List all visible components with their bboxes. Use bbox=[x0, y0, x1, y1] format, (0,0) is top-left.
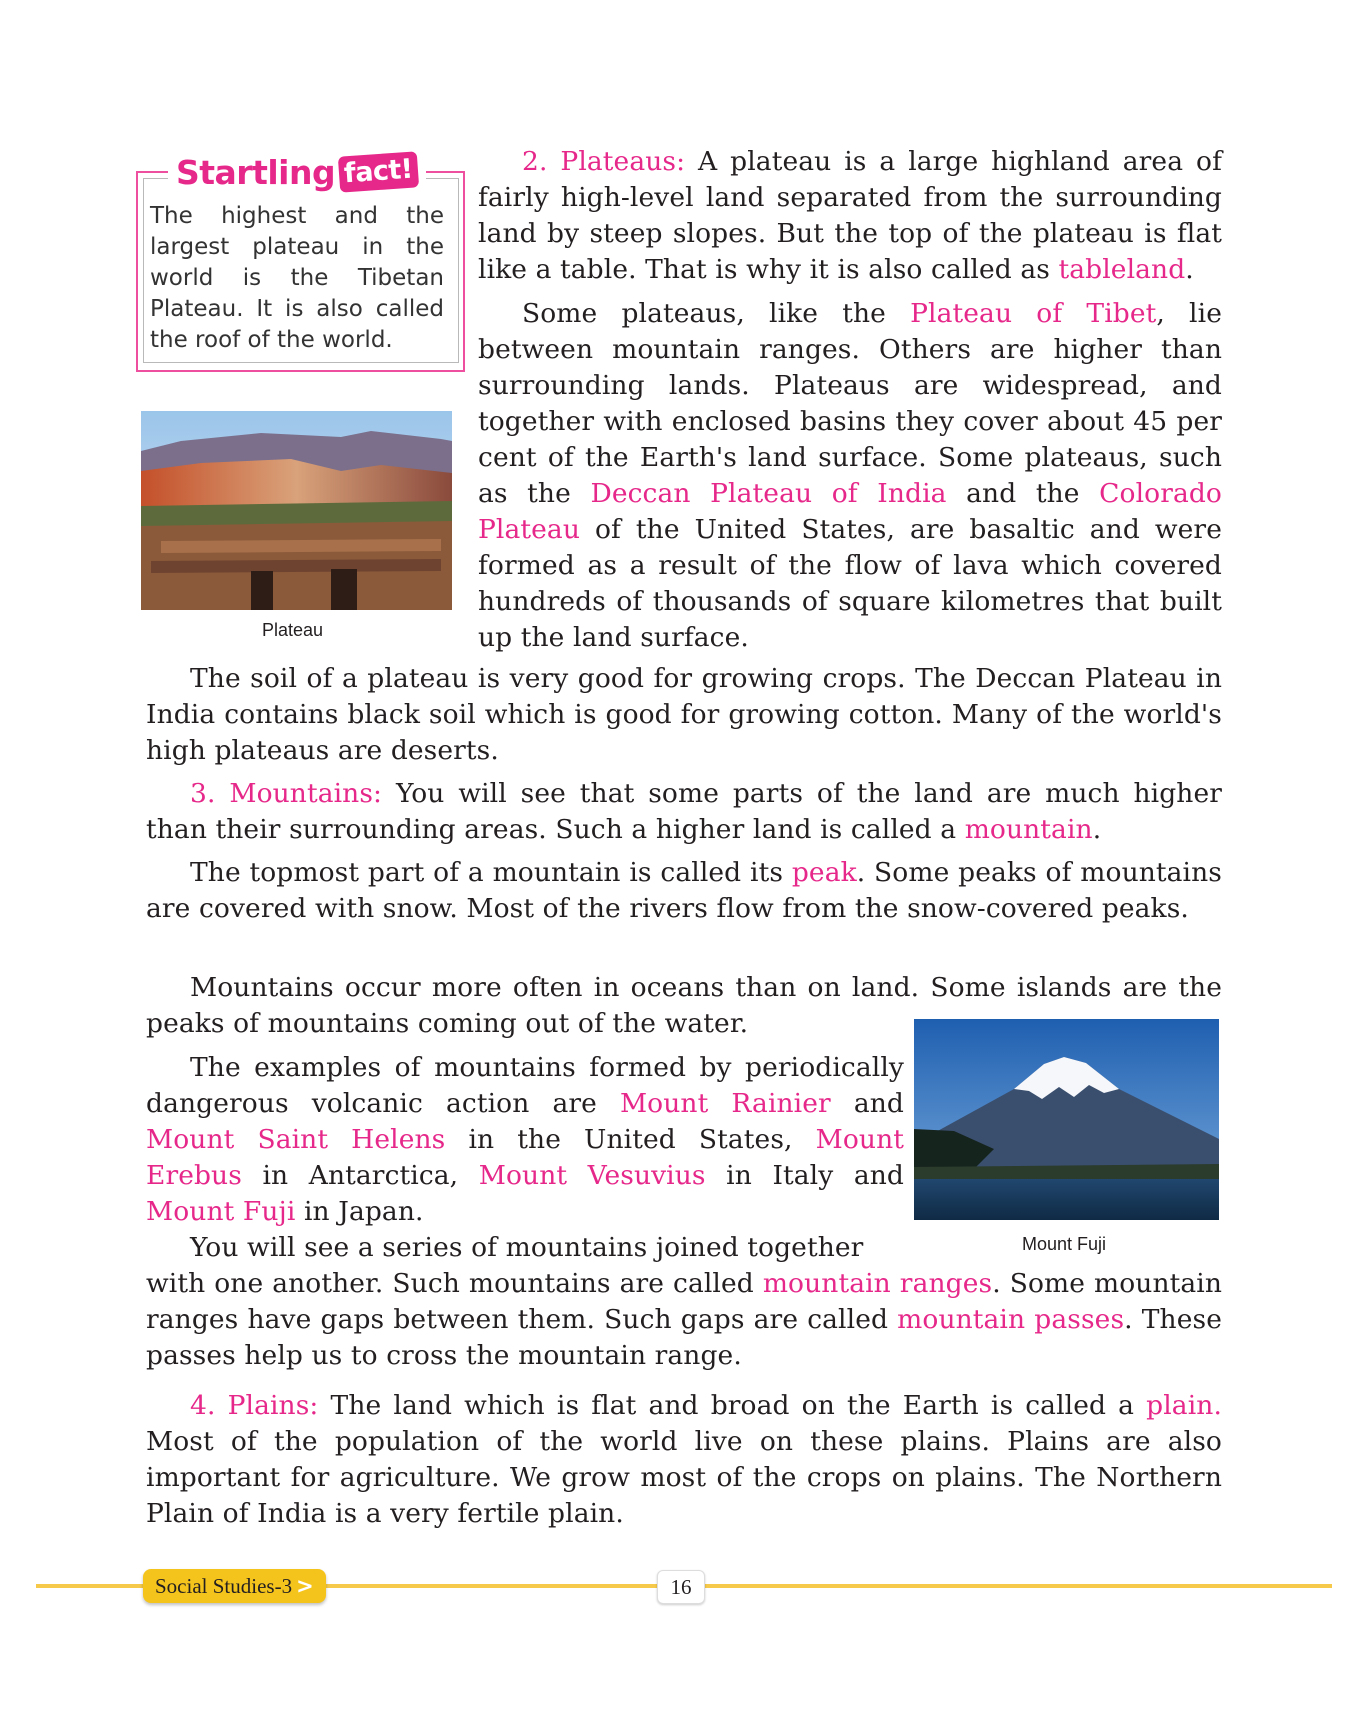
footer-book-title: Social Studies-3 bbox=[155, 1573, 293, 1598]
plateaus-paragraph-2 bbox=[478, 296, 1222, 656]
term-deccan-plateau: Deccan Plateau of India bbox=[590, 478, 947, 509]
chevron-right-icon: > bbox=[296, 1574, 314, 1598]
mount-fuji-caption: Mount Fuji bbox=[1022, 1234, 1107, 1254]
plateaus-p1-text: A plateau is a large highland area of fairly high-level land separated from the surrounding land by steep slopes. But the top of the plateau is flat like a table. That is why it is also called as bbox=[478, 146, 1222, 285]
plains-p1-text-a: The land which is flat and broad on the Earth is called a bbox=[318, 1390, 1147, 1421]
mountains-p4-text-d: in Antarctica, bbox=[241, 1160, 479, 1191]
mountains-p4-text-f: in Japan. bbox=[295, 1196, 424, 1227]
page-number: 16 bbox=[657, 1570, 705, 1604]
plains-heading: 4. Plains: bbox=[190, 1390, 319, 1421]
plateaus-paragraph-3: The soil of a plateau is very good for growing crops. The Deccan Plateau in India contains black soil which is good for growing cotton. Many of the world's high plateaus are deserts. bbox=[146, 663, 1222, 766]
term-mount-erebus: Mount Erebus bbox=[146, 1124, 904, 1191]
plateaus-p2-text-c: and the bbox=[946, 478, 1100, 509]
mountains-p5-text-b: . Some mountain ranges have gaps between them. Such gaps are called bbox=[146, 1268, 1223, 1335]
term-colorado-plateau: Colorado Plateau bbox=[478, 478, 1222, 545]
term-mount-vesuvius: Mount Vesuvius bbox=[478, 1160, 706, 1191]
plateau-photo bbox=[141, 411, 452, 610]
fact-title-text: Startling bbox=[176, 152, 336, 192]
plateaus-heading: 2. Plateaus: bbox=[522, 146, 686, 177]
plains-paragraph-1 bbox=[146, 1388, 1222, 1532]
mountains-paragraph-3: Mountains occur more often in oceans than on land. Some islands are the peaks of mountains coming out of the water. bbox=[146, 972, 1222, 1039]
fact-box-title bbox=[168, 150, 426, 194]
mountains-p1-text: You will see that some parts of the land are much higher than their surrounding areas. Such a higher land is called a bbox=[146, 778, 1223, 845]
fact-box-text: The highest and the largest plateau in the world is the Tibetan Plateau. It is also called the roof of the world. bbox=[150, 203, 444, 353]
plateaus-paragraph-1 bbox=[478, 144, 1222, 288]
mountains-p2-text-b: . Some peaks of mountains are covered with snow. Most of the rivers flow from the snow-covered peaks. bbox=[146, 857, 1222, 924]
term-mount-fuji: Mount Fuji bbox=[146, 1196, 296, 1227]
mountains-paragraph-5 bbox=[146, 1266, 1222, 1374]
fact-badge: fact! bbox=[338, 151, 419, 192]
mountains-p2-text-a: The topmost part of a mountain is called its bbox=[190, 857, 792, 888]
mountains-p1-end: . bbox=[1092, 814, 1102, 845]
term-plateau-of-tibet: Plateau of Tibet bbox=[910, 298, 1157, 329]
mountains-p4-text-c: in the United States, bbox=[445, 1124, 816, 1155]
mountains-p5-text-c: . These passes help us to cross the mountain range. bbox=[146, 1304, 1222, 1371]
term-peak: peak bbox=[791, 857, 857, 888]
mountains-paragraph-5-line-1: You will see a series of mountains joined together bbox=[190, 1232, 864, 1263]
plateaus-p2-text-a: Some plateaus, like the bbox=[522, 298, 911, 329]
mountains-p4-text-e: in Italy and bbox=[705, 1160, 904, 1191]
plateaus-p1-end: . bbox=[1185, 254, 1194, 285]
plateau-caption: Plateau bbox=[262, 620, 324, 640]
term-mountain: mountain bbox=[964, 814, 1093, 845]
term-plain: plain. bbox=[1146, 1390, 1222, 1421]
mount-fuji-photo bbox=[914, 1019, 1219, 1220]
footer-book-tag bbox=[143, 1569, 326, 1603]
term-mount-saint-helens: Mount Saint Helens bbox=[146, 1124, 446, 1155]
term-mount-rainier: Mount Rainier bbox=[619, 1088, 831, 1119]
mountains-heading: 3. Mountains: bbox=[190, 778, 383, 809]
term-mountain-ranges: mountain ranges bbox=[762, 1268, 993, 1299]
plains-p1-text-b: Most of the population of the world live on these plains. Plains are also important for agriculture. We grow most of the crops on plains. The Northern Plain of India is a very fertile plain. bbox=[146, 1426, 1222, 1529]
plateaus-p2-text-d: of the United States, are basaltic and were formed as a result of the flow of lava which covered hundreds of thousands of square kilometres that built up the land surface. bbox=[478, 514, 1222, 653]
plateaus-p2-text-b: , lie between mountain ranges. Others are higher than surrounding lands. Plateaus are widespread, and together with enclosed basins they cover about 45 per cent of the Earth's land surface. Some plateaus, such as the bbox=[478, 298, 1222, 509]
mountains-paragraph-2 bbox=[146, 855, 1222, 927]
mountains-p4-text-a: The examples of mountains formed by periodically dangerous volcanic action are bbox=[146, 1052, 904, 1119]
mountains-p4-text-b: and bbox=[830, 1088, 904, 1119]
term-tableland: tableland bbox=[1058, 254, 1186, 285]
mountains-p5-text-a: with one another. Such mountains are called bbox=[146, 1268, 763, 1299]
mountains-paragraph-4 bbox=[146, 1050, 904, 1230]
term-mountain-passes: mountain passes bbox=[897, 1304, 1125, 1335]
mountains-paragraph-1 bbox=[146, 776, 1222, 848]
